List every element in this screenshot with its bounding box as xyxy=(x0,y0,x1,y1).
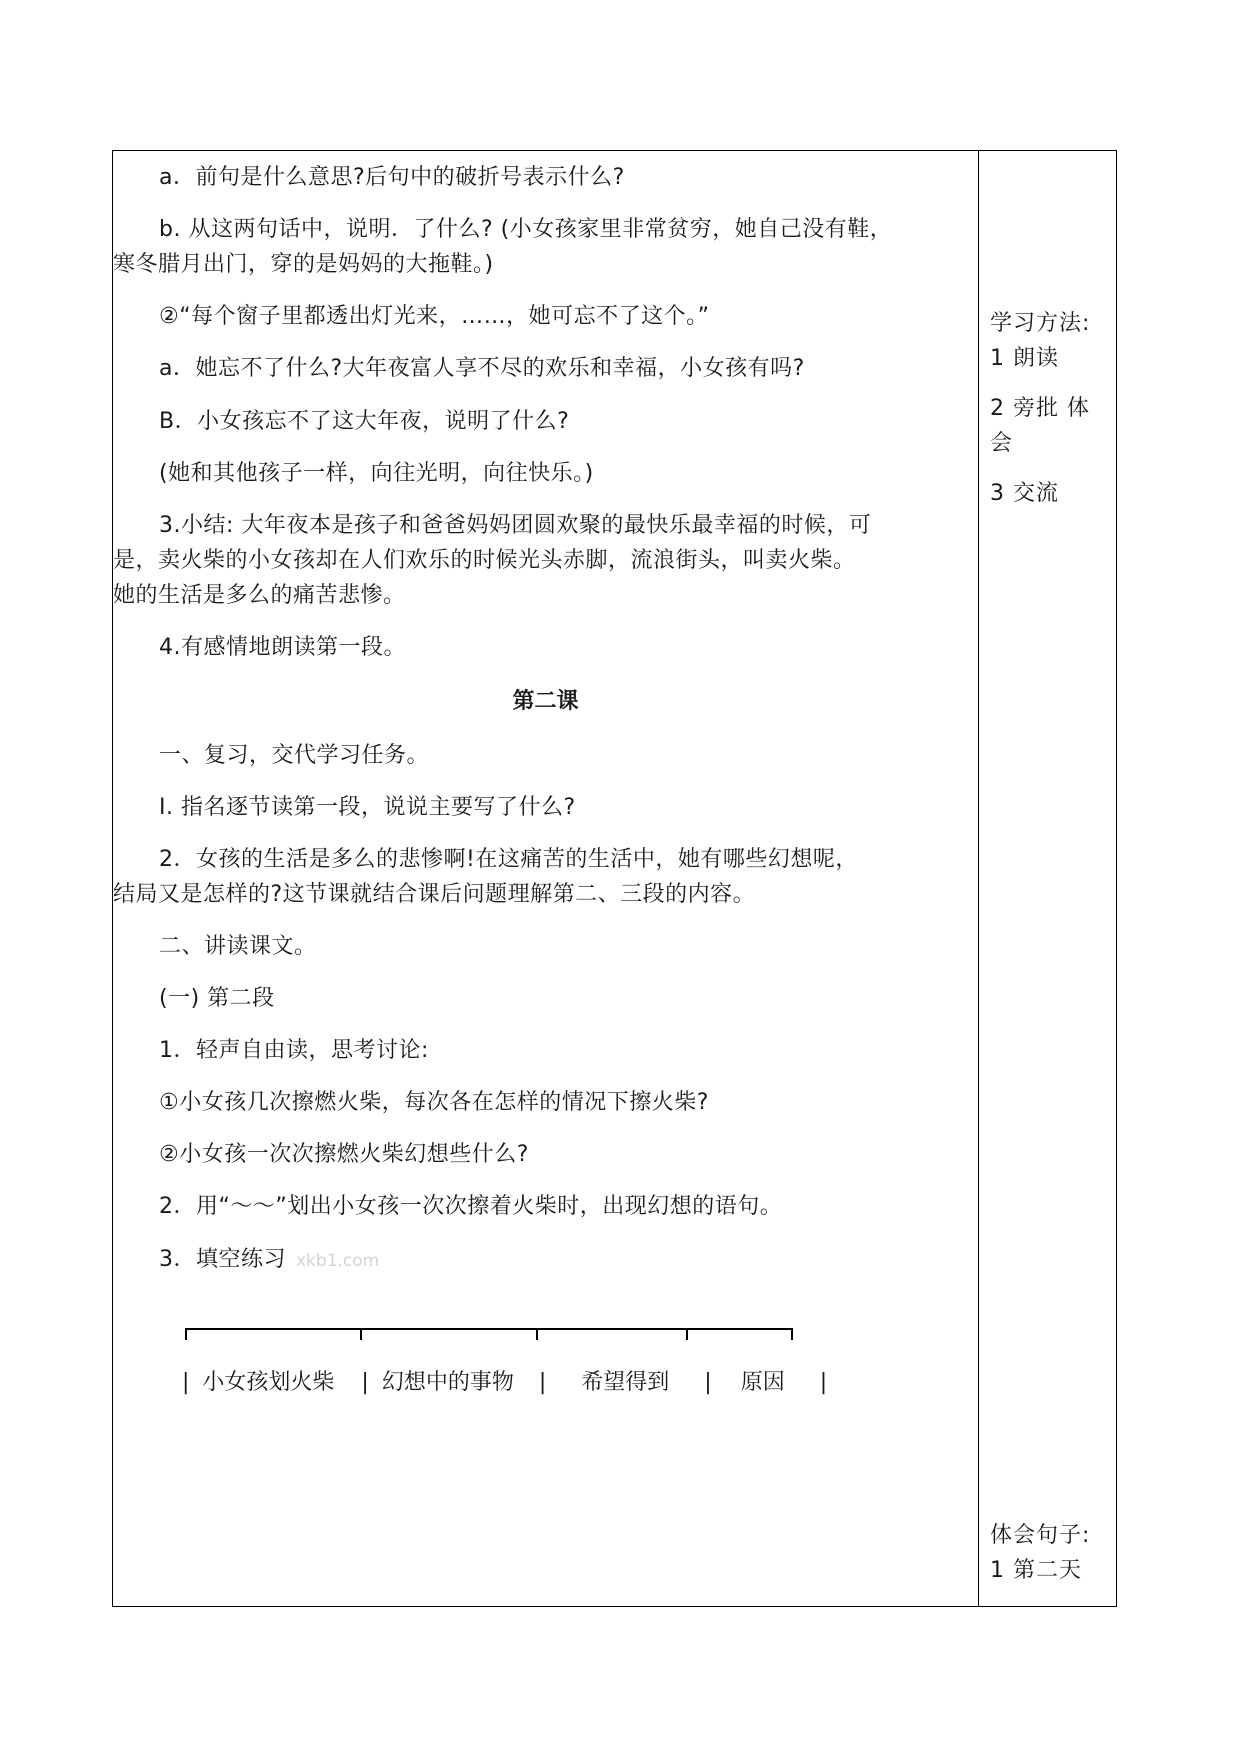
paragraph: 2．用“～～”划出小女孩一次次擦着火柴时，出现幻想的语句。 xyxy=(159,1194,783,1219)
paragraph-text: 3．填空练习 xyxy=(159,1247,286,1272)
table-header-cell: 小女孩划火柴 xyxy=(202,1370,335,1395)
side-column xyxy=(980,151,1116,1606)
cell-separator: | xyxy=(538,1370,547,1395)
side-note: 2 旁批 体 xyxy=(990,396,1090,421)
side-note: 会 xyxy=(990,431,1014,456)
table-tick xyxy=(536,1328,538,1340)
column-divider xyxy=(978,151,979,1606)
section-heading: 第二课 xyxy=(512,689,579,714)
paragraph: (一) 第二段 xyxy=(159,986,275,1011)
paragraph: ①小女孩几次擦燃火柴，每次各在怎样的情况下擦火柴? xyxy=(159,1090,709,1115)
paragraph: 她的生活是多么的痛苦悲惨。 xyxy=(113,583,406,608)
paragraph: B．小女孩忘不了这大年夜，说明了什么? xyxy=(159,409,570,434)
side-note: 3 交流 xyxy=(990,481,1059,506)
paragraph: 4.有感情地朗读第一段。 xyxy=(159,635,406,660)
table-tick xyxy=(360,1328,362,1340)
side-note: 1 朗读 xyxy=(990,346,1059,371)
paragraph: 3.小结: 大年夜本是孩子和爸爸妈妈团圆欢聚的最快乐最幸福的时候，可 xyxy=(159,513,872,538)
paragraph: 2．女孩的生活是多么的悲惨啊!在这痛苦的生活中，她有哪些幻想呢， xyxy=(159,847,858,872)
cell-separator: | xyxy=(182,1370,190,1395)
paragraph: a．前句是什么意思?后句中的破折号表示什么? xyxy=(159,165,625,190)
table-top-rule xyxy=(185,1328,793,1330)
table-tick xyxy=(185,1328,187,1340)
paragraph: 二、讲读课文。 xyxy=(159,934,317,959)
table-tick xyxy=(686,1328,688,1340)
table-header-cell: 原因 xyxy=(740,1370,785,1395)
paragraph: 是，卖火柴的小女孩却在人们欢乐的时候光头赤脚，流浪街头，叫卖火柴。 xyxy=(113,548,856,573)
table-header-cell: 希望得到 xyxy=(581,1370,670,1395)
table-header-row xyxy=(182,1368,827,1398)
watermark: xkb1.com xyxy=(296,1251,380,1271)
paragraph: ②小女孩一次次擦燃火柴幻想些什么? xyxy=(159,1142,529,1167)
cell-separator: | xyxy=(819,1370,828,1395)
paragraph xyxy=(159,1245,379,1276)
side-note: 1 第二天 xyxy=(990,1558,1082,1583)
paragraph: 1．轻声自由读，思考讨论: xyxy=(159,1038,429,1063)
paragraph: ②“每个窗子里都透出灯光来，……，她可忘不了这个。” xyxy=(159,304,710,329)
paragraph: I. 指名逐节读第一段，说说主要写了什么? xyxy=(159,795,576,820)
side-note: 学习方法: xyxy=(990,311,1091,336)
cell-separator: | xyxy=(704,1370,712,1395)
table-header-cell: 幻想中的事物 xyxy=(381,1370,514,1395)
paragraph: 一、复习，交代学习任务。 xyxy=(159,743,430,768)
table-tick xyxy=(791,1328,793,1340)
paragraph: 寒冬腊月出门，穿的是妈妈的大拖鞋。) xyxy=(113,252,494,277)
paragraph: b. 从这两句话中，说明．了什么? (小女孩家里非常贫穷，她自己没有鞋， xyxy=(159,217,893,242)
paragraph: (她和其他孩子一样，向往光明，向往快乐。) xyxy=(159,461,594,486)
side-note: 体会句子: xyxy=(990,1523,1091,1548)
paragraph: a．她忘不了什么?大年夜富人享不尽的欢乐和幸福，小女孩有吗? xyxy=(159,356,805,381)
cell-separator: | xyxy=(361,1370,369,1395)
paragraph: 结局又是怎样的?这节课就结合课后问题理解第二、三段的内容。 xyxy=(113,882,756,907)
